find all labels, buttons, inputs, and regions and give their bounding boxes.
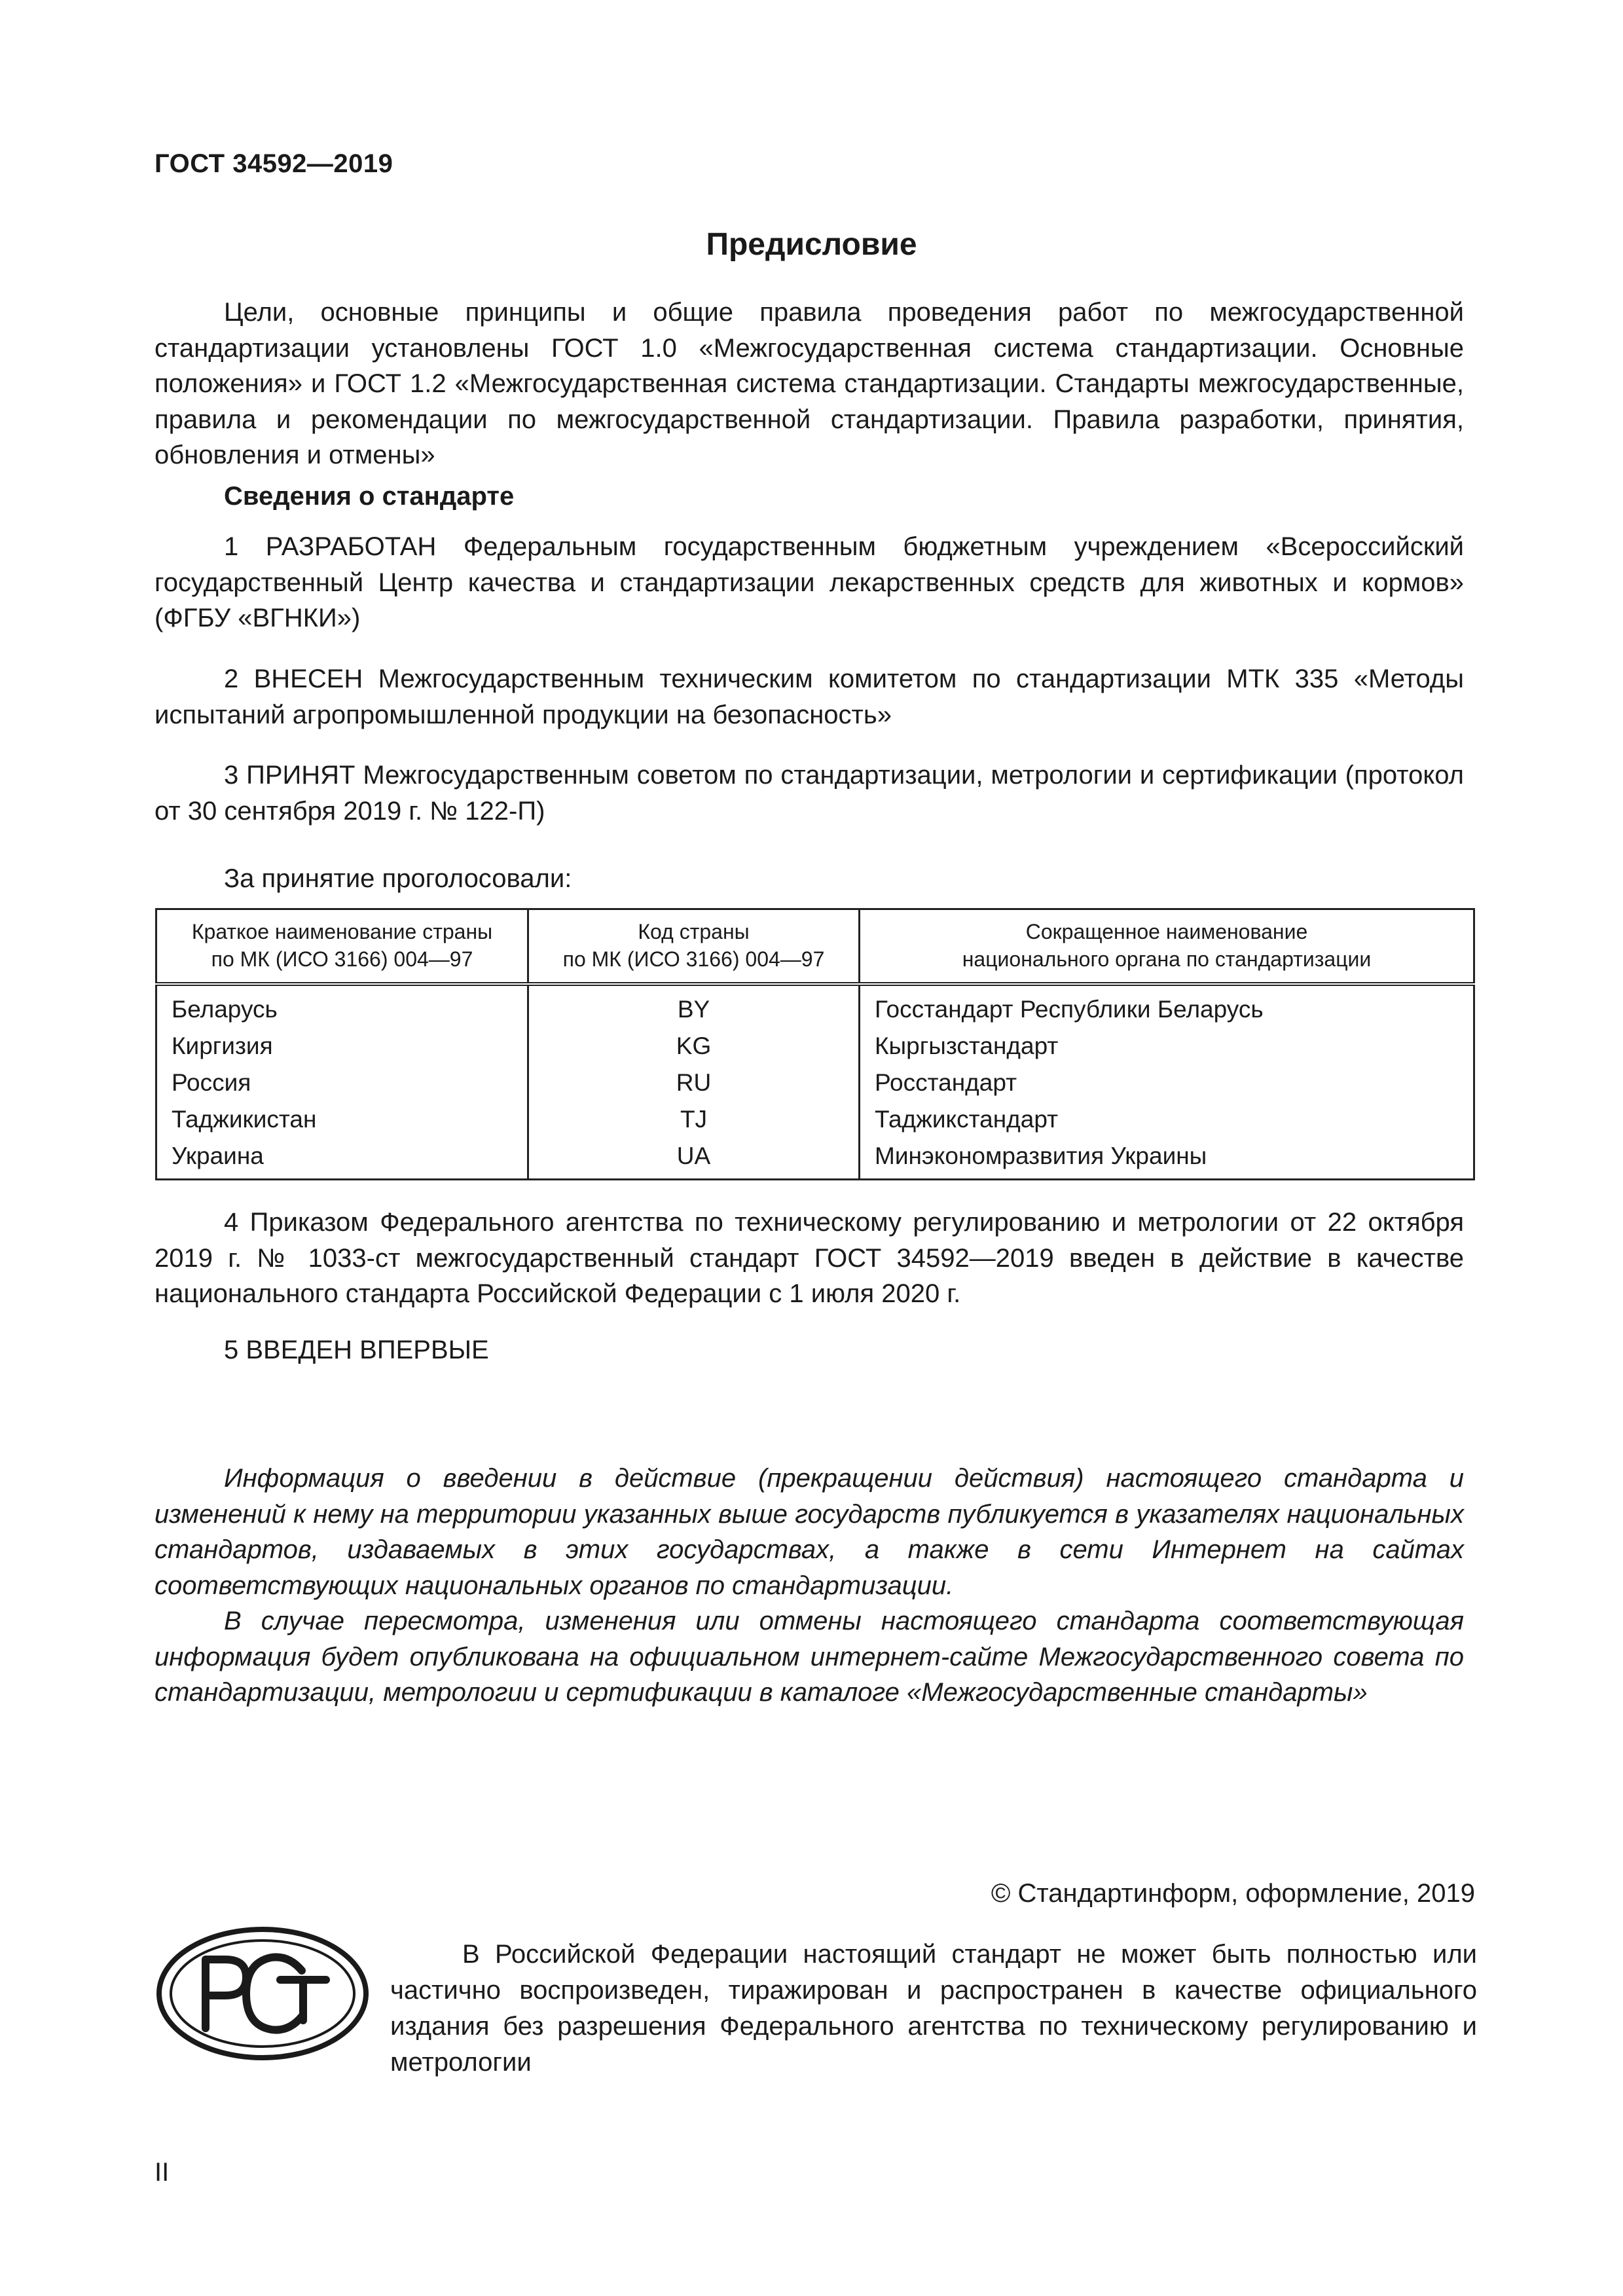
item-1-developed: 1 РАЗРАБОТАН Федеральным государственным бюджетным учреждением «Всероссийский государственный Центр качества и стандартизации лекарственных средств для животных и кормов» (ФГБУ «ВГНКИ») bbox=[155, 532, 1464, 632]
country-cell: Киргизия bbox=[156, 1028, 528, 1065]
code-cell: RU bbox=[528, 1065, 860, 1101]
agency-cell: Таджикстандарт bbox=[860, 1101, 1474, 1138]
table-row bbox=[156, 1101, 1474, 1138]
table-row bbox=[156, 1065, 1474, 1101]
page-title: Предисловие bbox=[706, 227, 917, 262]
rst-logo-icon bbox=[155, 1923, 371, 2064]
section-title: Сведения о стандарте bbox=[224, 482, 515, 511]
agency-cell: Минэкономразвития Украины bbox=[860, 1138, 1474, 1180]
header-country bbox=[156, 909, 528, 985]
table-row bbox=[156, 1028, 1474, 1065]
document-id: ГОСТ 34592—2019 bbox=[155, 149, 393, 178]
country-cell: Украина bbox=[156, 1138, 528, 1180]
countries-table bbox=[155, 908, 1475, 1180]
header-code-line1: Код страны bbox=[638, 920, 750, 943]
item-2-submitted: 2 ВНЕСЕН Межгосударственным техническим комитетом по стандартизации МТК 335 «Методы испытаний агропромышленной продукции на безопасность» bbox=[155, 665, 1464, 729]
table-row bbox=[156, 984, 1474, 1028]
item-4-order: 4 Приказом Федерального агентства по техническому регулированию и метрологии от 22 октября 2019 г. № 1033-ст межгосударственный стандарт ГОСТ 34592—2019 введен в действие в качестве национального стандарта Российской Федерации с 1 июля 2020 г. bbox=[155, 1208, 1464, 1308]
header-agency-line1: Сокращенное наименование bbox=[1025, 920, 1308, 943]
country-cell: Россия bbox=[156, 1065, 528, 1101]
header-code bbox=[528, 909, 860, 985]
header-code-line2: по МК (ИСО 3166) 004—97 bbox=[562, 947, 825, 971]
country-cell: Таджикистан bbox=[156, 1101, 528, 1138]
notice-paragraph-1: Информация о введении в действие (прекращении действия) настоящего стандарта и изменений к нему на территории указанных выше государств публикуется в указателях национальных стандартов, издаваемых в этих государствах, а также в сети Интернет на сайтах соответствующих национальных органов по стандартизации. bbox=[155, 1464, 1464, 1600]
page-number: II bbox=[155, 2158, 170, 2187]
country-cell: Беларусь bbox=[156, 984, 528, 1028]
copyright-notice: © Стандартинформ, оформление, 2019 bbox=[991, 1879, 1475, 1908]
header-country-line1: Краткое наименование страны bbox=[191, 920, 493, 943]
table-row bbox=[156, 1138, 1474, 1180]
code-cell: KG bbox=[528, 1028, 860, 1065]
header-agency-line2: национального органа по стандартизации bbox=[962, 947, 1372, 971]
table-header-row bbox=[156, 909, 1474, 985]
code-cell: UA bbox=[528, 1138, 860, 1180]
item-3-adopted: 3 ПРИНЯТ Межгосударственным советом по стандартизации, метрологии и сертификации (протокол от 30 сентября 2019 г. № 122-П) bbox=[155, 761, 1464, 826]
header-agency bbox=[860, 909, 1474, 985]
code-cell: BY bbox=[528, 984, 860, 1028]
agency-cell: Росстандарт bbox=[860, 1065, 1474, 1101]
notice-paragraph-2: В случае пересмотра, изменения или отмены настоящего стандарта соответствующая информация будет опубликована на официальном интернет-сайте Межгосударственного совета по стандартизации, метрологии и сертификации в каталоге «Межгосударственные стандарты» bbox=[155, 1607, 1464, 1707]
header-country-line2: по МК (ИСО 3166) 004—97 bbox=[211, 947, 473, 971]
rights-notice: В Российской Федерации настоящий стандарт не может быть полностью или частично воспроизведен, тиражирован и распространен в качестве официального издания без разрешения Федерального агентства по техническому регулированию и метрологии bbox=[390, 1940, 1477, 2077]
code-cell: TJ bbox=[528, 1101, 860, 1138]
agency-cell: Кыргызстандарт bbox=[860, 1028, 1474, 1065]
rst-logo bbox=[155, 1923, 371, 2068]
agency-cell: Госстандарт Республики Беларусь bbox=[860, 984, 1474, 1028]
intro-paragraph: Цели, основные принципы и общие правила проведения работ по межгосударственной стандартизации установлены ГОСТ 1.0 «Межгосударственная система стандартизации. Основные положения» и ГОСТ 1.2 «Межгосударственная система стандартизации. Стандарты межгосударственные, правила и рекомендации по межгосударственной стандартизации. Правила разработки, принятия, обновления и отмены» bbox=[155, 298, 1464, 469]
vote-intro: За принятие проголосовали: bbox=[224, 864, 572, 893]
item-5-first-introduced: 5 ВВЕДЕН ВПЕРВЫЕ bbox=[224, 1336, 489, 1364]
